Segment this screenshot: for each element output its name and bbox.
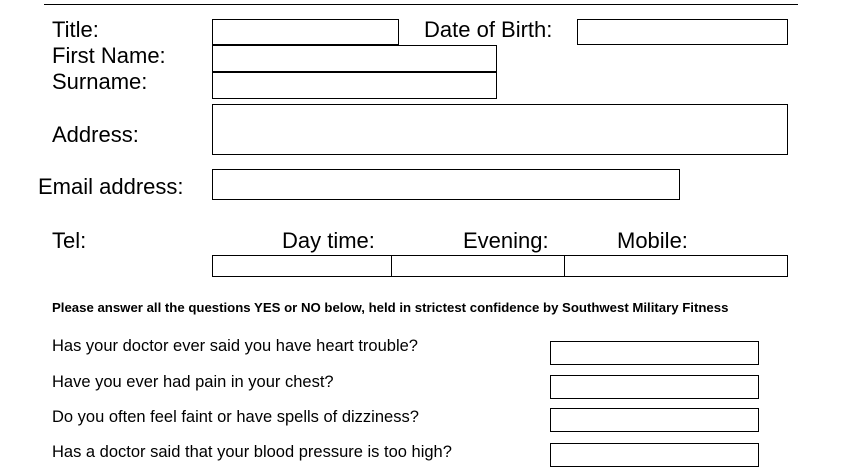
title-label: Title: [52,17,99,42]
tel-label: Tel: [52,228,87,253]
question-2-answer[interactable] [550,375,759,399]
tel-mobile-field[interactable] [564,255,788,277]
question-3-answer[interactable] [550,408,759,432]
evening-label: Evening: [463,228,549,253]
question-2-text: Have you ever had pain in your chest? [52,373,334,391]
day-time-label: Day time: [282,228,375,253]
instruction-text: Please answer all the questions YES or NO below, held in strictest confidence by Southwest Military Fitness [52,300,729,315]
top-rule [44,4,798,5]
surname-field[interactable] [212,72,497,99]
first-name-label: First Name: [52,43,166,68]
dob-label: Date of Birth: [424,17,553,42]
tel-evening-field[interactable] [391,255,566,277]
title-field[interactable] [212,19,399,45]
address-label: Address: [52,122,139,147]
dob-field[interactable] [577,19,788,45]
question-3-text: Do you often feel faint or have spells of dizziness? [52,408,419,426]
address-field[interactable] [212,104,788,155]
question-1-text: Has your doctor ever said you have heart trouble? [52,337,418,355]
tel-day-field[interactable] [212,255,393,277]
question-4-answer[interactable] [550,443,759,467]
email-label: Email address: [38,174,184,199]
mobile-label: Mobile: [617,228,688,253]
email-field[interactable] [212,169,680,200]
surname-label: Surname: [52,69,148,94]
first-name-field[interactable] [212,45,497,72]
question-1-answer[interactable] [550,341,759,365]
question-4-text: Has a doctor said that your blood pressure is too high? [52,443,452,461]
